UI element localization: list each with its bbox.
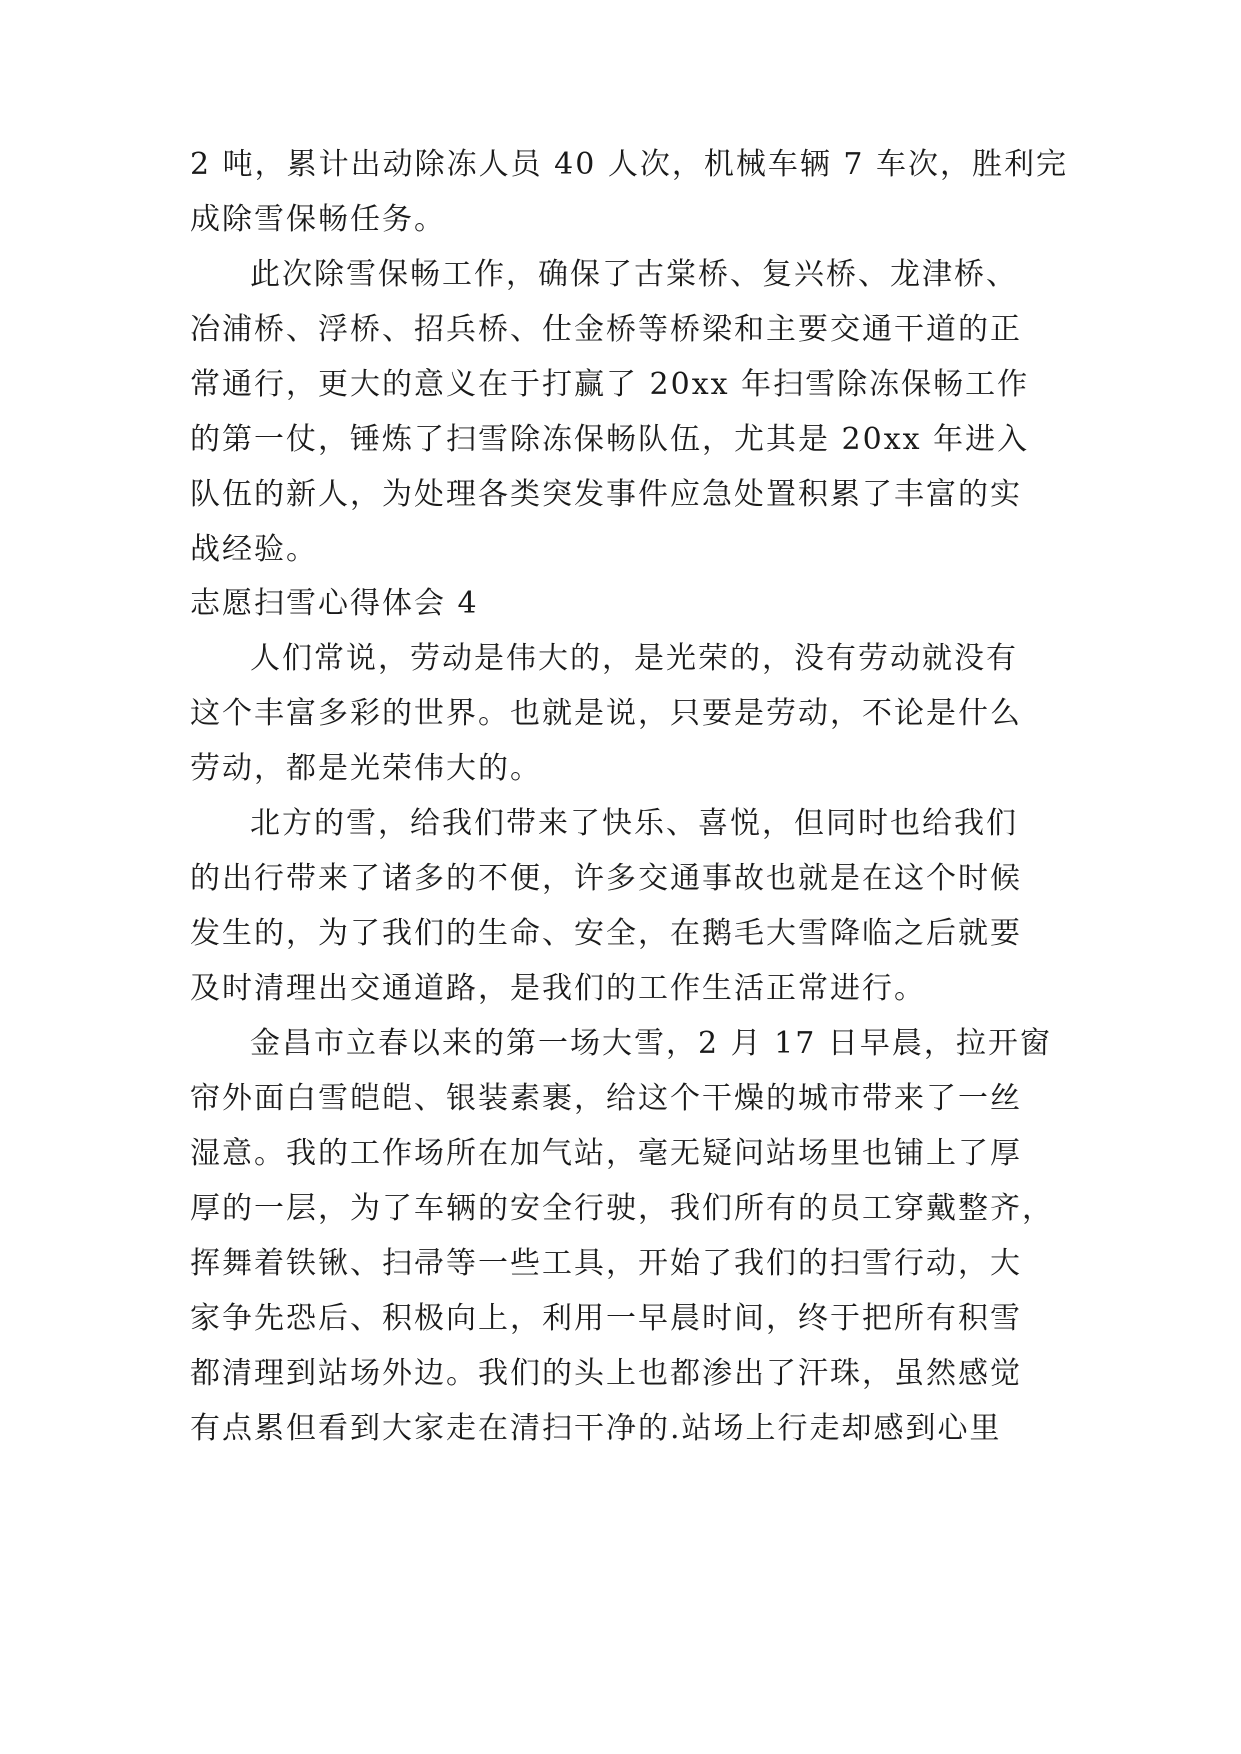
text-line: 湿意。我的工作场所在加气站，毫无疑问站场里也铺上了厚	[190, 1136, 1022, 1171]
paragraph-first-line: 此次除雪保畅工作，确保了古棠桥、复兴桥、龙津桥、	[250, 257, 1018, 292]
text-line: 的第一仗，锤炼了扫雪除冻保畅队伍，尤其是 20xx 年进入	[190, 422, 1030, 457]
text-line: 冶浦桥、浮桥、招兵桥、仕金桥等桥梁和主要交通干道的正	[190, 312, 1022, 347]
paragraph-first-line: 人们常说，劳动是伟大的，是光荣的，没有劳动就没有	[250, 641, 1018, 676]
text-line: 及时清理出交通道路，是我们的工作生活正常进行。	[190, 971, 926, 1006]
text-line: 成除雪保畅任务。	[190, 202, 446, 237]
text-line: 队伍的新人，为处理各类突发事件应急处置积累了丰富的实	[190, 477, 1022, 512]
text-line: 挥舞着铁锹、扫帚等一些工具，开始了我们的扫雪行动，大	[190, 1246, 1022, 1281]
text-line: 都清理到站场外边。我们的头上也都渗出了汗珠，虽然感觉	[190, 1356, 1022, 1391]
text-line: 帘外面白雪皑皑、银装素裹，给这个干燥的城市带来了一丝	[190, 1081, 1022, 1116]
section-heading: 志愿扫雪心得体会 4	[190, 586, 479, 621]
text-line: 这个丰富多彩的世界。也就是说，只要是劳动，不论是什么	[190, 696, 1022, 731]
text-line: 常通行，更大的意义在于打赢了 20xx 年扫雪除冻保畅工作	[190, 367, 1030, 402]
text-line: 战经验。	[190, 532, 318, 567]
text-line: 的出行带来了诸多的不便，许多交通事故也就是在这个时候	[190, 861, 1022, 896]
paragraph-first-line: 金昌市立春以来的第一场大雪，2 月 17 日早晨，拉开窗	[250, 1026, 1052, 1061]
text-line: 2 吨，累计出动除冻人员 40 人次，机械车辆 7 车次，胜利完	[190, 147, 1069, 182]
text-line: 发生的，为了我们的生命、安全，在鹅毛大雪降临之后就要	[190, 916, 1022, 951]
text-line: 厚的一层，为了车辆的安全行驶，我们所有的员工穿戴整齐，	[190, 1191, 1054, 1226]
text-line: 有点累但看到大家走在清扫干净的.站场上行走却感到心里	[190, 1411, 1002, 1446]
text-line: 劳动，都是光荣伟大的。	[190, 751, 542, 786]
text-line: 家争先恐后、积极向上，利用一早晨时间，终于把所有积雪	[190, 1301, 1022, 1336]
paragraph-first-line: 北方的雪，给我们带来了快乐、喜悦，但同时也给我们	[250, 806, 1018, 841]
